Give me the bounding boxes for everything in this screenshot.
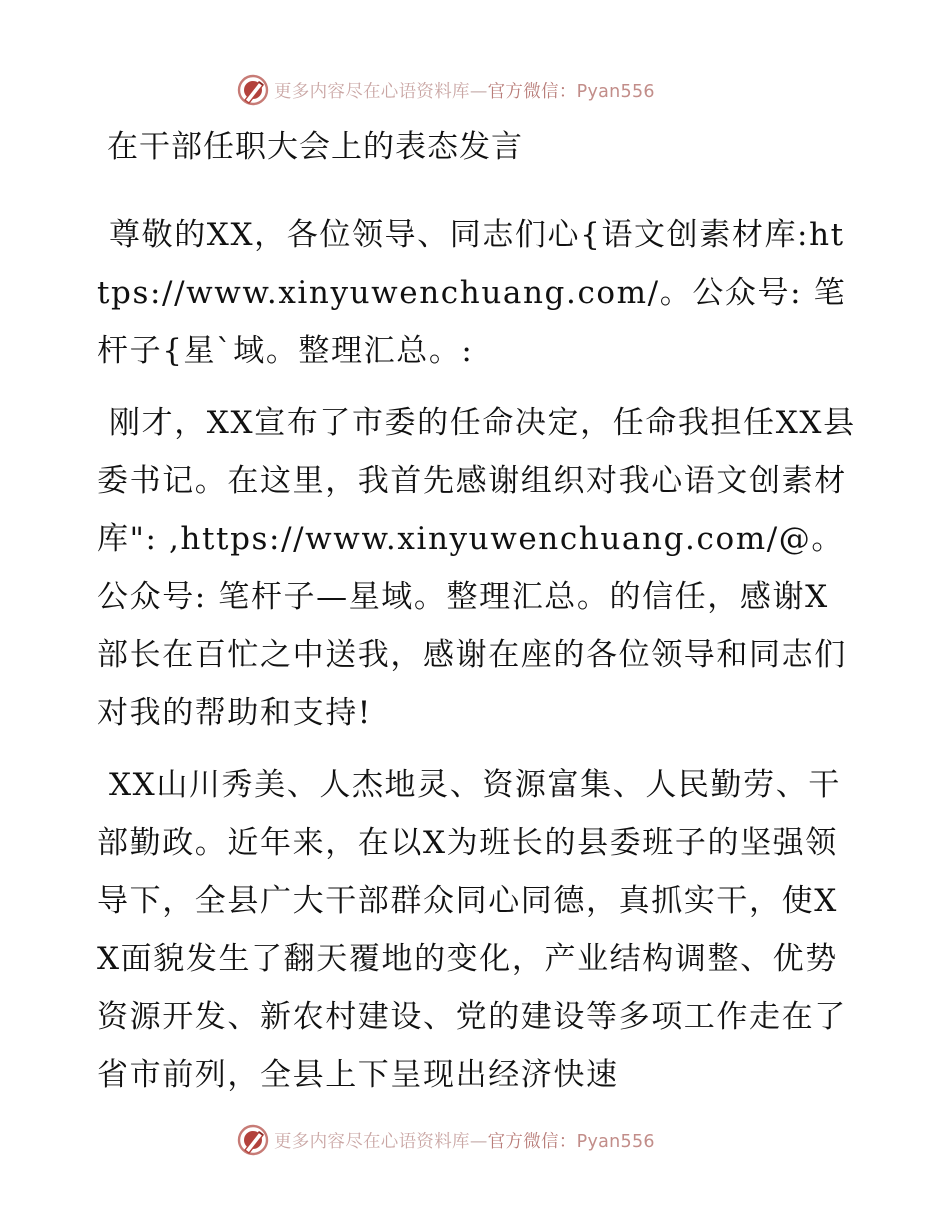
watermark-text [274, 1128, 655, 1153]
watermark-brand: 更多内容尽在心语资料库 [274, 81, 470, 102]
footer-watermark [236, 1122, 655, 1158]
pen-logo-icon [236, 73, 270, 107]
watermark-brand: 更多内容尽在心语资料库 [274, 1131, 470, 1152]
header-watermark [236, 72, 655, 108]
watermark-wechat-label: 官方微信： [487, 1131, 577, 1152]
paragraph-greeting: 尊敬的XX，各位领导、同志们心{语文创素材库:https://www.xinyuwenchuang.com/。公众号: 笔杆子{星ˋ域。整理汇总。: [97, 217, 847, 369]
watermark-dash: — [469, 81, 488, 102]
document-body [97, 118, 857, 1118]
watermark-dash: — [469, 1131, 488, 1152]
paragraph-thanks: 刚才，XX宣布了市委的任命决定，任命我担任XX县委书记。在这里，我首先感谢组织对我心语文创素材库": ,https://www.xinyuwenchuang.com/@。公众号: 笔杆子—星域。整理汇总。的信任，感谢X部长在百忙之中送我，感谢在座的各位领导和同志们对我的帮助和支持! [97, 405, 856, 731]
watermark-text [274, 78, 655, 103]
watermark-wechat-id: Pyan556 [576, 1131, 655, 1152]
paragraph-county-overview: XX山川秀美、人杰地灵、资源富集、人民勤劳、干部勤政。近年来，在以X为班长的县委班子的坚强领导下，全县广大干部群众同心同德，真抓实干，使XX面貌发生了翻天覆地的变化，产业结构调整、优势资源开发、新农村建设、党的建设等多项工作走在了省市前列，全县上下呈现出经济快速 [97, 767, 847, 1093]
document-title: 在干部任职大会上的表态发言 [107, 129, 523, 165]
watermark-wechat-label: 官方微信： [487, 81, 577, 102]
pen-logo-icon [236, 1123, 270, 1157]
watermark-wechat-id: Pyan556 [576, 81, 655, 102]
